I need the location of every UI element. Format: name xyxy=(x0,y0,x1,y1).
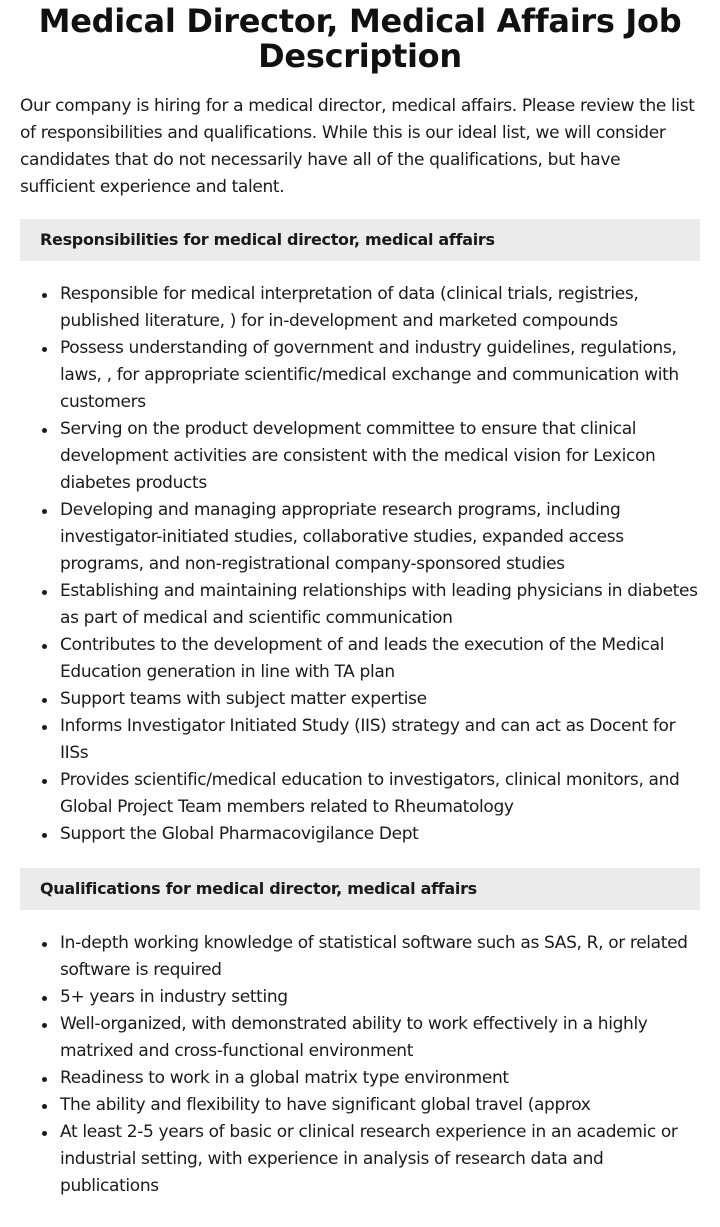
list-item: In-depth working knowledge of statistical software such as SAS, R, or related software is required xyxy=(60,930,700,984)
list-item: Support teams with subject matter expertise xyxy=(60,686,700,713)
qualifications-list xyxy=(20,930,700,1200)
list-item: Support the Global Pharmacovigilance Dept xyxy=(60,821,700,848)
page-title: Medical Director, Medical Affairs Job Description xyxy=(38,2,682,75)
list-item: 5+ years in industry setting xyxy=(60,984,700,1011)
responsibilities-list xyxy=(20,281,700,848)
list-item: Developing and managing appropriate research programs, including investigator-initiated studies, collaborative studies, expanded access programs, and non-registrational company-sponsored studies xyxy=(60,497,700,578)
list-item: Possess understanding of government and industry guidelines, regulations, laws, , for appropriate scientific/medical exchange and communication with customers xyxy=(60,335,700,416)
list-item: Provides scientific/medical education to investigators, clinical monitors, and Global Project Team members related to Rheumatology xyxy=(60,767,700,821)
list-item: Serving on the product development committee to ensure that clinical development activities are consistent with the medical vision for Lexicon diabetes products xyxy=(60,416,700,497)
list-item: Establishing and maintaining relationships with leading physicians in diabetes as part of medical and scientific communication xyxy=(60,578,700,632)
list-item: Well-organized, with demonstrated ability to work effectively in a highly matrixed and cross-functional environment xyxy=(60,1011,700,1065)
list-item: Contributes to the development of and leads the execution of the Medical Education generation in line with TA plan xyxy=(60,632,700,686)
intro-paragraph: Our company is hiring for a medical director, medical affairs. Please review the list of responsibilities and qualifications. While this is our ideal list, we will consider candidates that do not necessarily have all of the qualifications, but have sufficient experience and talent. xyxy=(20,96,695,197)
list-item: Readiness to work in a global matrix type environment xyxy=(60,1065,700,1092)
list-item: At least 2-5 years of basic or clinical research experience in an academic or industrial setting, with experience in analysis of research data and publications xyxy=(60,1119,700,1200)
list-item: Responsible for medical interpretation of data (clinical trials, registries, published literature, ) for in-development and marketed compounds xyxy=(60,281,700,335)
list-item: Informs Investigator Initiated Study (IIS) strategy and can act as Docent for IISs xyxy=(60,713,700,767)
list-item: The ability and flexibility to have significant global travel (approx xyxy=(60,1092,700,1119)
responsibilities-heading: Responsibilities for medical director, medical affairs xyxy=(20,219,700,261)
qualifications-heading: Qualifications for medical director, medical affairs xyxy=(20,868,700,910)
